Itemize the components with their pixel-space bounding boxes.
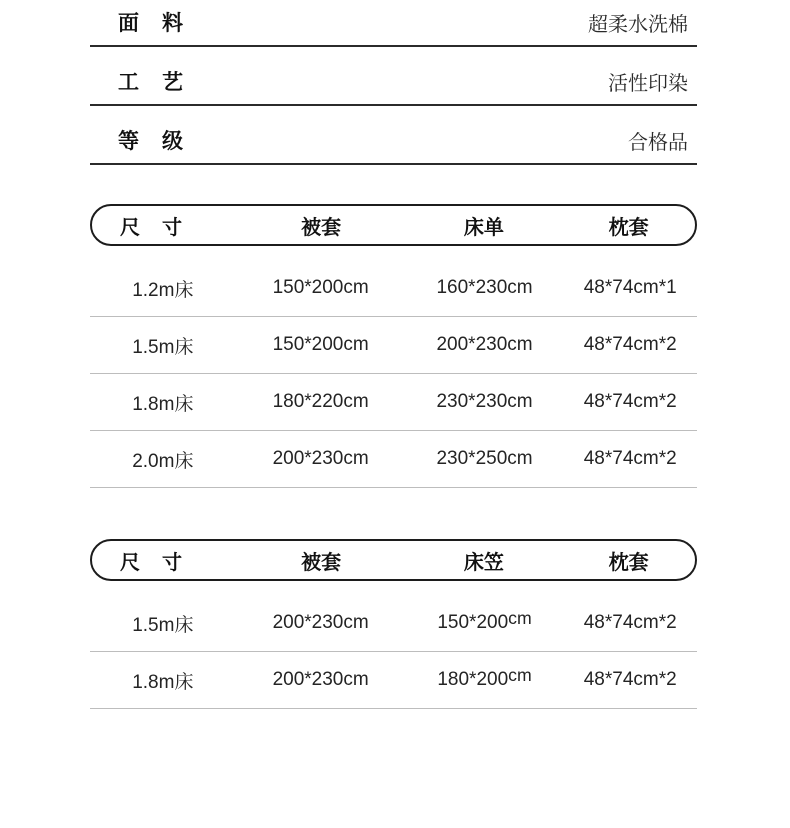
- cell-duvet-cover: 200*230cm: [272, 448, 369, 469]
- cell-fitted-sheet: 180*200cm: [437, 665, 532, 690]
- spec-row-craft: [90, 47, 697, 106]
- column-header-pillowcase: 枕套: [608, 551, 649, 574]
- table-row: [90, 652, 697, 709]
- cell-duvet-cover: 180*220cm: [272, 391, 369, 412]
- table-row: [90, 317, 697, 374]
- product-specs: [90, 0, 697, 165]
- cell-bed-sheet: 160*230cm: [436, 277, 533, 298]
- cell-bed-size: 1.2m床: [132, 279, 194, 301]
- column-header-fitted-sheet: 床笠: [463, 551, 504, 574]
- spec-row-fabric: [90, 0, 697, 47]
- spec-label-grade: 等 级: [118, 130, 184, 153]
- cell-pillowcase: 48*74cm*2: [583, 448, 677, 469]
- size-table-flat-sheet: [90, 204, 697, 488]
- cell-bed-size: 1.5m床: [132, 336, 194, 358]
- cell-pillowcase: 48*74cm*2: [583, 391, 677, 412]
- cell-bed-sheet: 200*230cm: [436, 334, 533, 355]
- column-header-bed-sheet: 床单: [463, 216, 504, 239]
- spec-label-fabric: 面 料: [118, 12, 184, 35]
- spec-value-fabric: 超柔水洗棉: [588, 14, 688, 36]
- size-table-1-rows: [90, 260, 697, 488]
- cell-pillowcase: 48*74cm*2: [583, 669, 677, 690]
- cell-bed-sheet: 230*250cm: [436, 448, 533, 469]
- cell-duvet-cover: 150*200cm: [272, 334, 369, 355]
- spec-row-grade: [90, 106, 697, 165]
- column-header-duvet-cover: 被套: [301, 216, 342, 239]
- column-header-size: 尺 寸: [120, 216, 183, 239]
- cell-pillowcase: 48*74cm*2: [583, 612, 677, 633]
- spec-label-craft: 工 艺: [118, 71, 184, 94]
- table-row: [90, 260, 697, 317]
- cell-duvet-cover: 200*230cm: [272, 612, 369, 633]
- cell-bed-size: 2.0m床: [132, 450, 194, 472]
- spec-value-grade: 合格品: [628, 132, 688, 154]
- column-header-pillowcase: 枕套: [608, 216, 649, 239]
- size-table-2-rows: [90, 595, 697, 709]
- table-row: [90, 595, 697, 652]
- cell-duvet-cover: 200*230cm: [272, 669, 369, 690]
- cell-bed-size: 1.8m床: [132, 393, 194, 415]
- table-row: [90, 431, 697, 488]
- column-header-size: 尺 寸: [120, 551, 183, 574]
- table-row: [90, 374, 697, 431]
- size-table-1-header: [90, 204, 697, 246]
- spec-value-craft: 活性印染: [608, 73, 688, 95]
- size-table-2-header: [90, 539, 697, 581]
- cell-bed-size: 1.5m床: [132, 614, 194, 636]
- column-header-duvet-cover: 被套: [301, 551, 342, 574]
- size-table-fitted-sheet: [90, 539, 697, 709]
- cell-pillowcase: 48*74cm*1: [583, 277, 677, 298]
- cell-bed-sheet: 230*230cm: [436, 391, 533, 412]
- cell-pillowcase: 48*74cm*2: [583, 334, 677, 355]
- cell-fitted-sheet: 150*200cm: [437, 608, 532, 633]
- cell-duvet-cover: 150*200cm: [272, 277, 369, 298]
- cell-bed-size: 1.8m床: [132, 671, 194, 693]
